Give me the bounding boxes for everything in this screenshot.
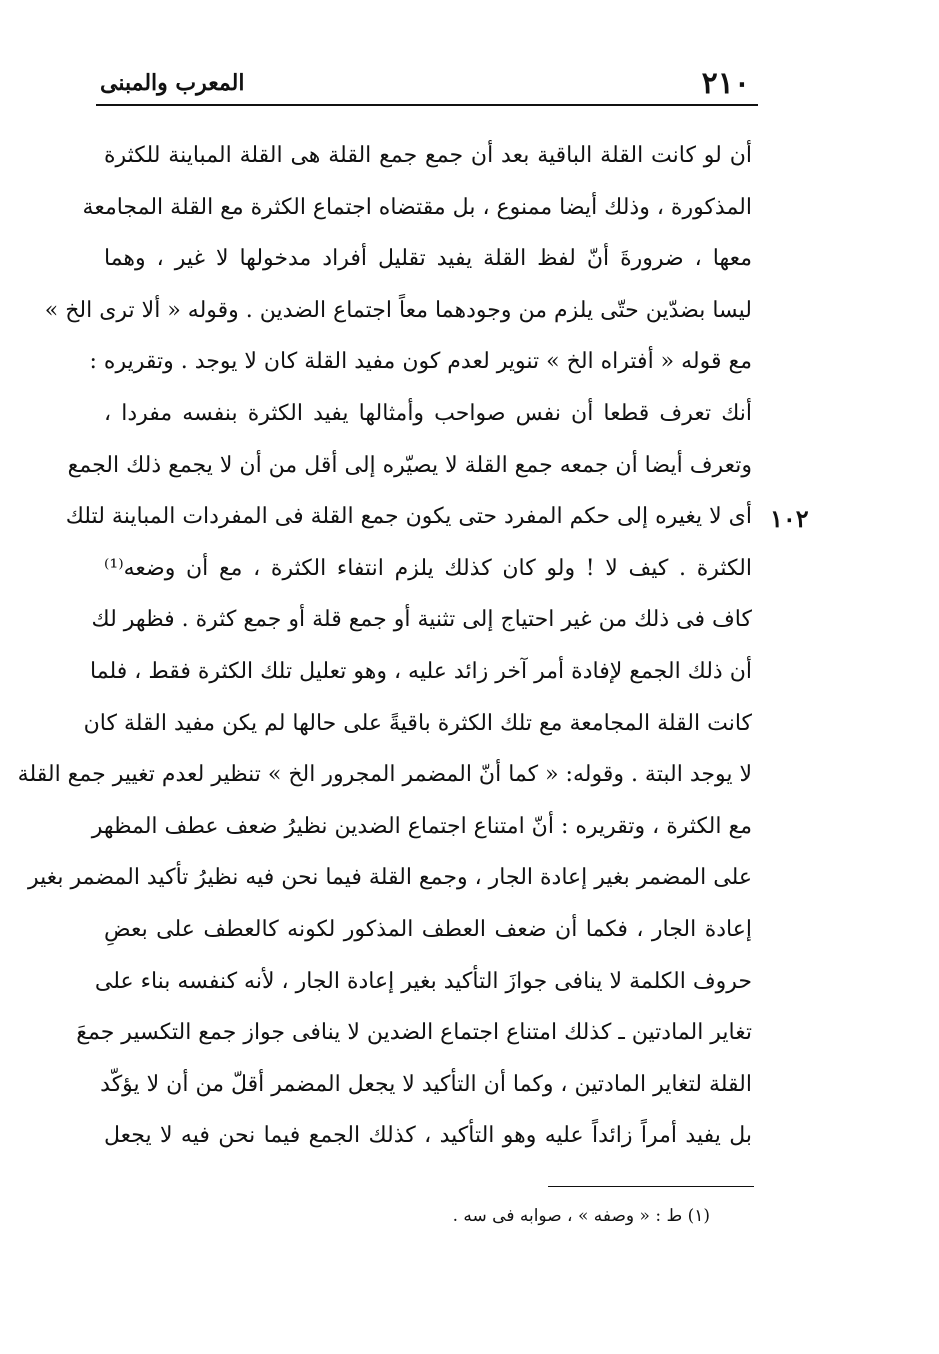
text-line: أنك تعرف قطعا أن نفس صواحب وأمثالها يفيد الكثرة بنفسه مفردا ، [104, 400, 752, 426]
body-text [17, 130, 752, 1162]
text-line: أى لا يغيره إلى حكم المفرد حتى يكون جمع القلة فى المفردات المباينة لتلك [65, 504, 752, 530]
page-number: ٢١٠ [701, 66, 750, 101]
header-divider [96, 104, 758, 106]
text-line: لا يوجد البتة . وقوله: « كما أنّ المضمر المجرور الخ » تنظير لعدم تغيير جمع القلة [17, 762, 752, 788]
page-header [96, 62, 756, 102]
text-line: القلة لتغاير المادتين ، وكما أن التأكيد لا يجعل المضمر أقلّ من أن لا يؤكّد [100, 1071, 752, 1097]
text-line: وتعرف أيضا أن جمعه جمع القلة لا يصيّره إلى أقل من أن لا يجمع ذلك الجمع [67, 452, 752, 478]
running-title: المعرب والمبنى [100, 70, 245, 96]
footnote-divider [548, 1186, 754, 1187]
text-line: بل يفيد أمراً زائداً عليه وهو التأكيد ، كذلك الجمع فيما نحن فيه لا يجعل [104, 1123, 752, 1149]
text-line: على المضمر بغير إعادة الجار ، وجمع القلة فيما نحن فيه نظيرُ تأكيد المضمر بغير [27, 865, 752, 891]
text-line: الكثرة . كيف لا ! ولو كان كذلك يلزم انتفاء الكثرة ، مع أن وضعه⁽¹⁾ [104, 555, 752, 581]
text-line: مع الكثرة ، وتقريره : أنّ امتناع اجتماع الضدين نظيرُ ضعف عطف المظهر [91, 813, 752, 839]
text-line: معها ، ضرورةَ أنّ لفظ القلة يفيد تقليل أفراد مدخولها لا غير ، وهما [104, 246, 752, 272]
text-line: أن ذلك الجمع لإفادة أمر آخر زائد عليه ، وهو تعليل تلك الكثرة فقط ، فلما [90, 658, 752, 684]
text-line: المذكورة ، وذلك أيضا ممنوع ، بل مقتضاه اجتماع الكثرة مع القلة المجامعة [82, 194, 752, 220]
text-line: أن لو كانت القلة الباقية بعد أن جمع جمع القلة هى القلة المباينة للكثرة [104, 143, 752, 168]
text-line: مع قوله « أفتراه الخ » تنوير لعدم كون مفيد القلة كان لا يوجد . وتقريره : [89, 349, 752, 375]
margin-number: ١٠٢ [770, 504, 809, 533]
text-line: كاف فى ذلك من غير احتياج إلى تثنية أو جمع قلة أو جمع كثرة . فظهر لك [91, 607, 752, 633]
text-line: كانت القلة المجامعة مع تلك الكثرة باقيةً على حالها لم يكن مفيد القلة كان [83, 710, 752, 736]
text-line: إعادة الجار ، فكما أن ضعف العطف المذكور لكونه كالعطف على بعضِ [104, 916, 752, 942]
text-line: تغاير المادتين ـ كذلك امتناع اجتماع الضدين لا ينافى جواز جمع التكسير جمعَ [76, 1020, 752, 1046]
text-line: حروف الكلمة لا ينافى جوازَ التأكيد بغير إعادة الجار ، لأنه كنفسه بناء على [94, 968, 752, 994]
footnote: (١) ط : « وصفه » ، صوابه فى سه . [452, 1206, 710, 1226]
text-line: ليسا بضدّين حتّى يلزم من وجودهما معاً اجتماع الضدين . وقوله « ألا ترى الخ » [44, 297, 752, 323]
